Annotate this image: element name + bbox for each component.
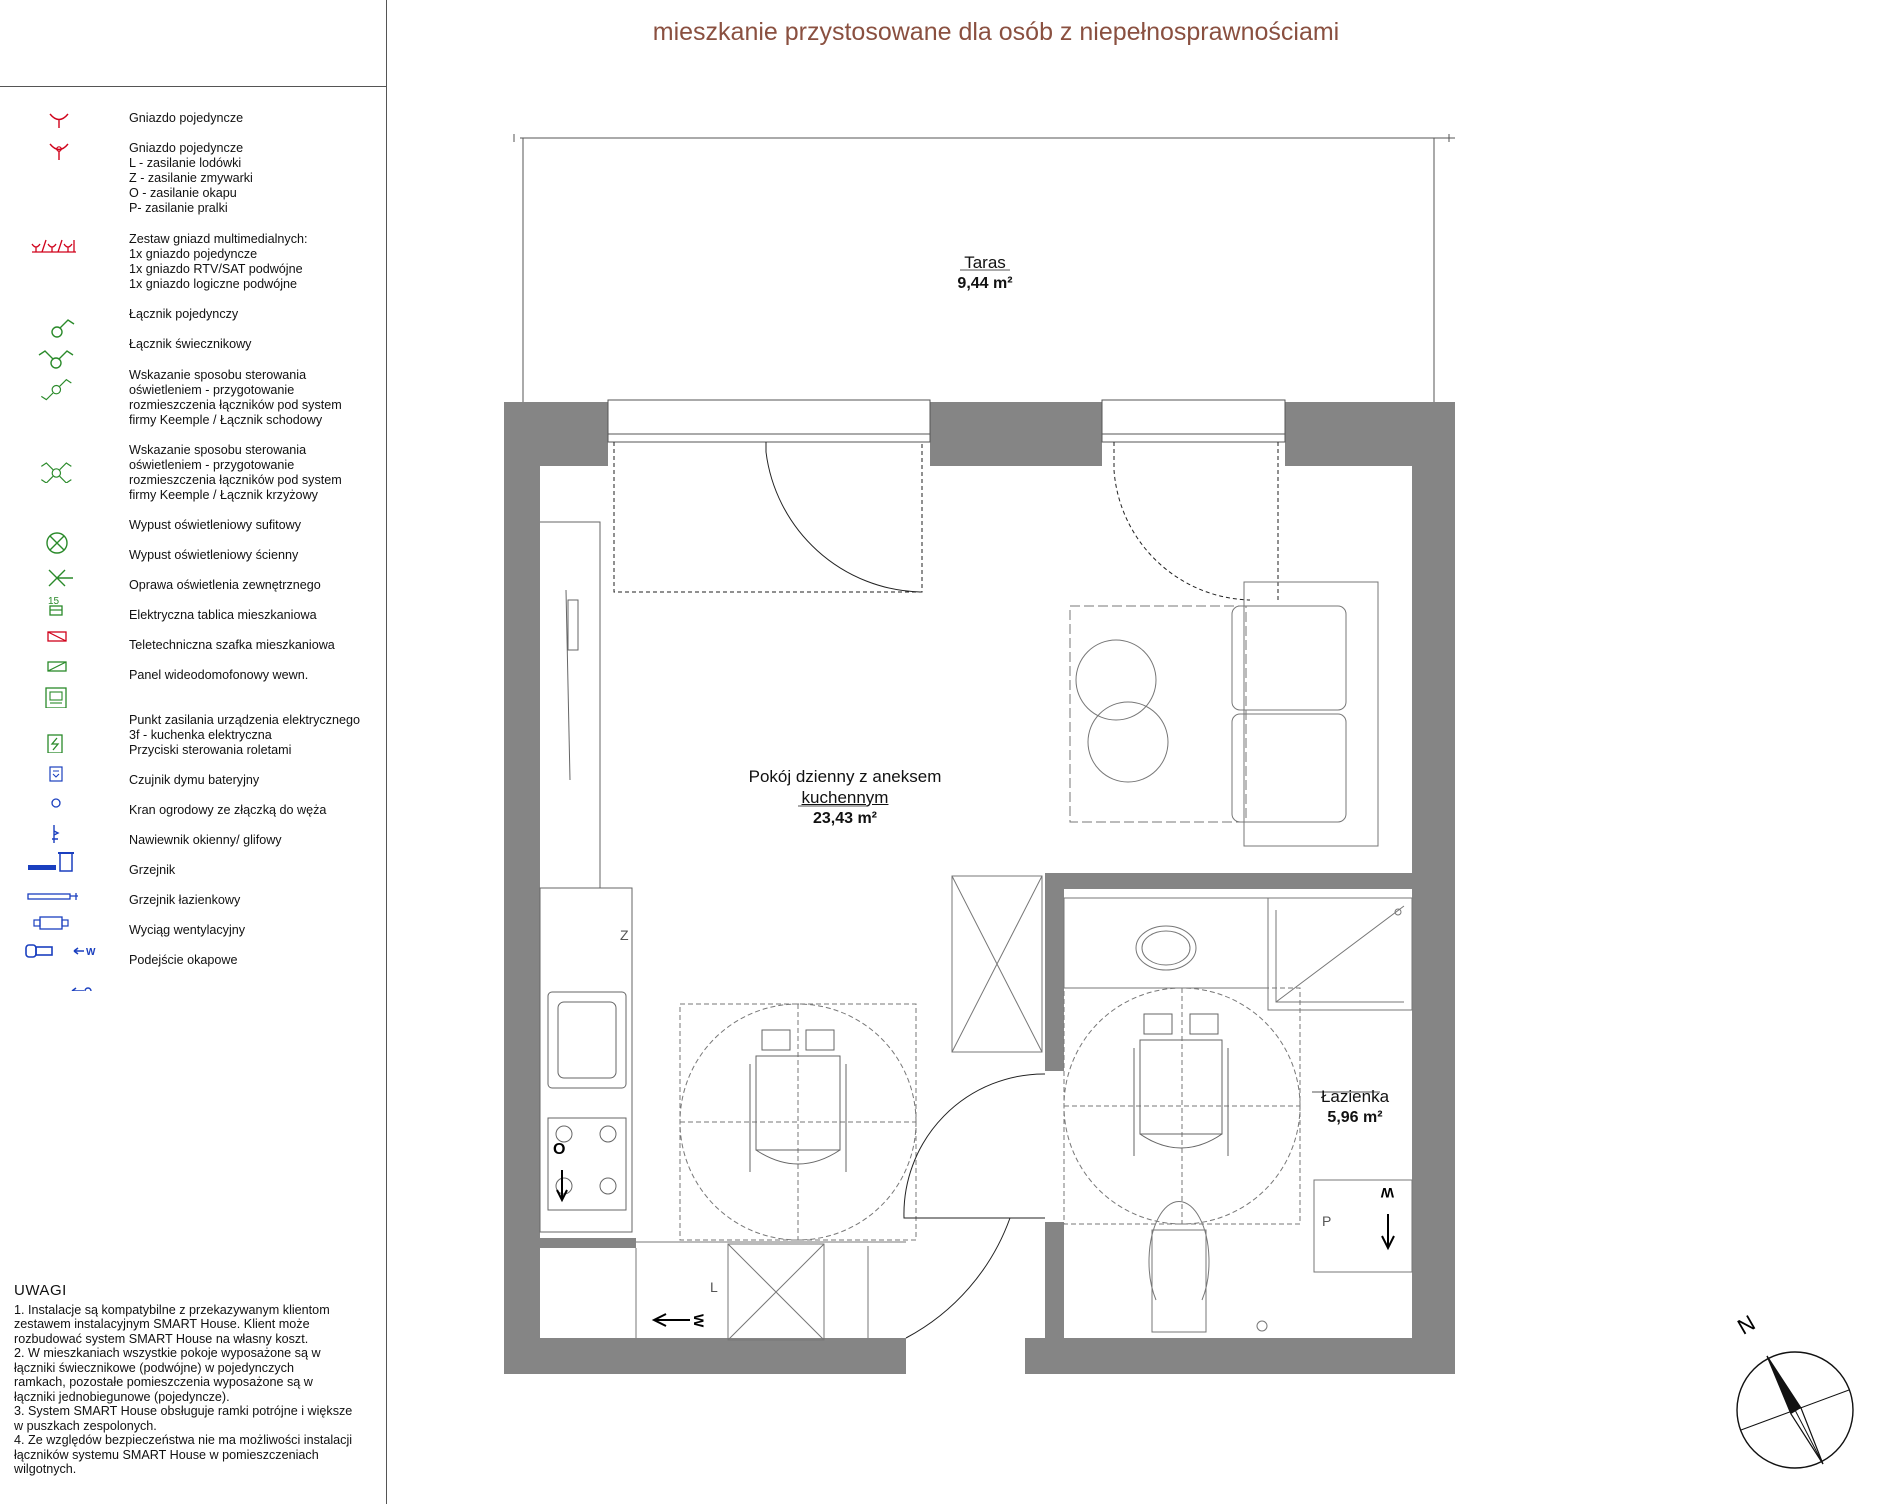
- hall-w-label: W: [691, 1314, 707, 1328]
- kitchen-o-label: O: [553, 1141, 566, 1158]
- hood-connection-icon: [20, 951, 96, 991]
- wardrobe: [952, 876, 1042, 1052]
- living-room-label: [735, 766, 955, 829]
- walls: [504, 402, 1455, 1374]
- note-2: 2. W mieszkaniach wszystkie pokoje wyposażone są w łączniki świecznikowe (podwójne) w pojedynczych ramkach, pozostałe pomieszczenia wyposażone są w łączniki jednobiegunowe (pojedyncze).: [14, 1346, 321, 1404]
- terrace-name: Taras: [964, 253, 1006, 272]
- terrace-label: [915, 252, 1055, 294]
- cross-switch-icon: [20, 443, 96, 483]
- wheelchair-circle-living: [680, 1004, 916, 1240]
- bath-w-label: W: [1380, 1185, 1394, 1201]
- hall-closet: [636, 1242, 906, 1340]
- note-4: 4. Ze względów bezpieczeństwa nie ma możliwości instalacji łączników systemu SMART House w pomieszczeniach wilgotnych.: [14, 1433, 353, 1476]
- bath-p-label: P: [1322, 1213, 1332, 1229]
- dining-table: [1070, 606, 1246, 822]
- living-room-area: 23,43 m²: [812, 810, 878, 827]
- page-title: mieszkanie przystosowane dla osób z niepełnosprawnościami: [652, 18, 1340, 46]
- legend-sidebar: Gniazdo pojedyncze Gniazdo pojedyncze L - zasilanie lodówki Z - zasilanie zmywarki O - zasilanie okapu P- zasilanie pralki Zestaw gniazd multimedialnych: 1x gniazdo pojedyncze 1x gniazdo RTV/SAT podwójne 1x gniazdo logiczne podwójne Łącznik pojedynczy Łącznik świecznikowy Wskazanie sposobu sterowania oświetleniem - przygotowanie rozmieszczenia łączników pod system firmy Keemple / Łącznik schodowy Wskazanie sposobu sterowania oświetleniem - przygotowanie rozmieszczenia łączników pod system firmy Keemple / Łącznik krzyżowy Wypust oświetleniowy sufitowy Wypust oświetleniowy ścienny 15 Oprawa oświetlenia zewnętrznego Elektryczna tablica mieszkaniowa Teletechniczna szafka mieszkaniowa Panel wideodomofonowy wewn. Punkt zasilania urządzenia elektrycznego 3f - kuchenka elektryczna Przyciski sterowania roletami Czujnik dymu bateryjny Kran ogrodowy ze złączką do węża Nawiewnik okienny/ glifowy Grzejnik Grzejnik łazienkowy W Wyciąg wentylacyjny Podejście okapowe UWAGI 1. Instalacje są kompatybilne z przekazywanym klientom zestawem instalacyjnym SMART House. Klient może rozbudować system SMART House na własny koszt. 2. W mieszkaniach wszystkie pokoje wyposażone są w łączniki świecznikowe (podwójne) w pojedynczych ramkach, pozostałe pomieszczenia wyposażone są w łączniki jednobiegunowe (pojedyncze). 3. System SMART House obsługuje ramki potrójne i większe w puszkach zespolonych. 4. Ze względów bezpieczeństwa nie ma możliwości instalacji łączników systemu SMART House w pomieszczeniach wilgotnych.: [0, 0, 387, 1504]
- hall-l-label: L: [710, 1279, 718, 1295]
- north-compass: [1725, 1310, 1865, 1470]
- sidebar-divider: [0, 86, 386, 87]
- terrace-door-right-swing: [1114, 470, 1250, 600]
- bathroom-label: [1300, 1086, 1410, 1128]
- intercom-panel-icon: [20, 668, 96, 708]
- kitchen-counter: [540, 522, 632, 1232]
- dedicated-socket-icon: [20, 141, 96, 181]
- kitchen-z-label: Z: [620, 927, 629, 943]
- note-3: 3. System SMART House obsługuje ramki potrójne i większe w puszkach zespolonych.: [14, 1404, 353, 1433]
- terrace-door-left-swing: [766, 442, 920, 592]
- note-1: 1. Instalacje są kompatybilne z przekazywanym klientom zestawem instalacyjnym SMART House. Klient może rozbudować system SMART House na własny koszt.: [14, 1302, 330, 1346]
- notes-section: [14, 1284, 374, 1477]
- sofa: [1232, 582, 1378, 846]
- living-room-name: Pokój dzienny z aneksem: [748, 767, 942, 786]
- compass-north-label: N: [1733, 1310, 1760, 1340]
- panel-number-label: 15: [48, 596, 60, 607]
- notes-title: UWAGI: [14, 1282, 67, 1299]
- bathroom-door-swing: [904, 1074, 1045, 1338]
- living-room-name-2: kuchennym: [801, 788, 889, 807]
- wheelchair-bathroom: [1134, 1014, 1228, 1156]
- hood-w-label: W: [86, 947, 96, 958]
- multimedia-socket-set-icon: [20, 232, 96, 272]
- staircase-switch-icon: [20, 368, 96, 408]
- bathroom-name: Łazienka: [1320, 1087, 1390, 1106]
- bathroom-area: 5,96 m²: [1327, 1109, 1383, 1126]
- wheelchair-circle-bathroom: [1064, 988, 1300, 1224]
- terrace-area: 9,44 m²: [957, 275, 1013, 292]
